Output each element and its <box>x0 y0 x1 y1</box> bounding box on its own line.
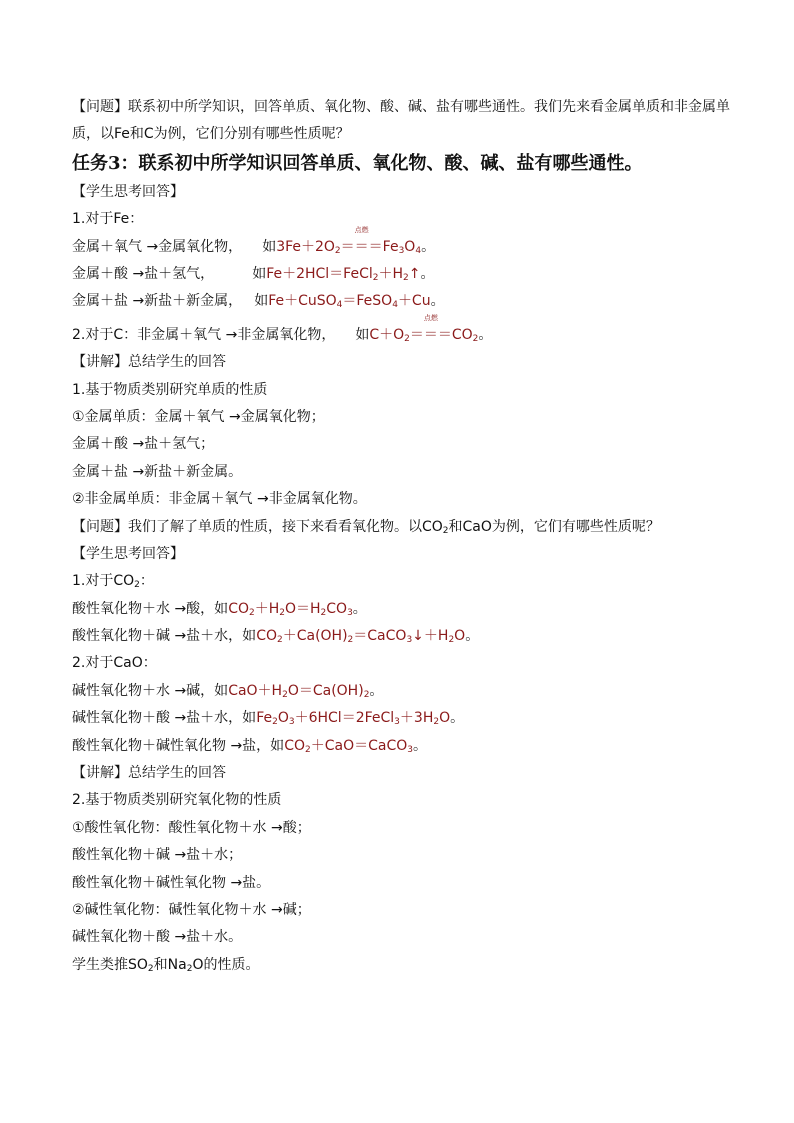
question-paragraph-1 <box>72 94 732 149</box>
cao-reaction-water: 碱性氧化物＋水 →碱，如$CaO+H_2O=Ca(OH)_2$。 <box>72 682 384 700</box>
fe-reaction-oxygen: 金属＋氧气 →金属氧化物， 如$3Fe+2O_2$ 点燃 $===Fe_3O_4$。 <box>72 225 436 256</box>
question-text: 联系初中所学知识，回答单质、氧化物、酸、碱、盐有哪些通性。我们先来看金属单质和非金属单质，以Fe和C为例，它们分别有哪些性质呢？ <box>72 99 730 143</box>
formula: $CO_2+CaO=CaCO_3$ <box>284 737 413 755</box>
question-paragraph-2: 【问题】我们了解了单质的性质，接下来看看氧化物。以$CO_2$和CaO为例，它们有哪些性质呢？ <box>72 518 660 536</box>
fe-reaction-acid: 金属＋酸 →盐＋氢气， 如$Fe+2HCl=FeCl_2+H_2↑$。 <box>72 265 435 283</box>
co2-reaction-water: 酸性氧化物＋水 →酸，如$CO_2+H_2O=H_2CO_3$。 <box>72 600 367 618</box>
formula: $Fe_2O_3+6HCl=2FeCl_3+3H_2O$ <box>256 710 451 728</box>
oxide-reaction-oxide: 酸性氧化物＋碱性氧化物 →盐，如$CO_2+CaO=CaCO_3$。 <box>72 737 427 755</box>
student-think-label: 【学生思考回答】 <box>72 183 184 200</box>
student-think-label-2: 【学生思考回答】 <box>72 545 184 562</box>
lecture-1-line-1: 1.基于物质类别研究单质的性质 <box>72 381 268 398</box>
cao-reaction-acid: 碱性氧化物＋酸 →盐＋水，如$Fe_2O_3+6HCl=2FeCl_3+3H_2O$。 <box>72 710 465 728</box>
fe-reaction-salt: 金属＋盐 →新盐＋新金属， 如Fe＋CuSO$_4$＝FeSO$_4$＋Cu。 <box>72 293 445 311</box>
cao-heading: 2.对于CaO： <box>72 655 157 672</box>
formula: $CO_2+Ca(OH)_2=CaCO_3↓+H_2O$ <box>256 628 466 646</box>
lecture-1-line-5: ②非金属单质：非金属＋氧气 →非金属氧化物。 <box>72 491 367 508</box>
lecture-2-line-3: 酸性氧化物＋碱 →盐＋水； <box>72 847 243 864</box>
formula: $CaO+H_2O=Ca(OH)_2$ <box>228 682 370 700</box>
task-title: 任务3：联系初中所学知识回答单质、氧化物、酸、碱、盐有哪些通性。 <box>72 152 643 174</box>
formula: $3Fe+2O_2$ 点燃 $===Fe_3O_4$ <box>276 225 422 256</box>
lecture-2-line-6: 碱性氧化物＋酸 →盐＋水。 <box>72 929 243 946</box>
c-reaction: 2.对于C：非金属＋氧气 →非金属氧化物， 如$C+O_2$ 点燃 $===CO_2$。 <box>72 313 493 344</box>
lecture-2-line-1: 2.基于物质类别研究氧化物的性质 <box>72 792 282 809</box>
lecture-2-line-5: ②碱性氧化物：碱性氧化物＋水 →碱； <box>72 901 311 918</box>
fe-heading: 1.对于Fe： <box>72 211 144 228</box>
condition-label: 点燃 <box>354 225 369 234</box>
question-label: 【问题】 <box>72 99 128 115</box>
formula: $CO_2+H_2O=H_2CO_3$ <box>228 600 353 618</box>
lecture-2-line-2: ①酸性氧化物：酸性氧化物＋水 →酸； <box>72 819 311 836</box>
lecture-1-line-3: 金属＋酸 →盐＋氢气； <box>72 436 215 453</box>
document-page <box>72 94 732 979</box>
condition-label: 点燃 <box>423 313 438 322</box>
formula: $C+O_2$ 点燃 $===CO_2$ <box>369 313 479 344</box>
formula: $Fe+2HCl=FeCl_2+H_2↑$ <box>266 265 421 283</box>
co2-heading: 1.对于$CO_2$： <box>72 573 154 591</box>
lecture-1-line-4: 金属＋盐 →新盐＋新金属。 <box>72 463 243 480</box>
lecture-label-1: 【讲解】总结学生的回答 <box>72 354 226 371</box>
co2-reaction-base: 酸性氧化物＋碱 →盐＋水，如$CO_2+Ca(OH)_2=CaCO_3↓+H_2O$。 <box>72 628 480 646</box>
lecture-2-line-7: 学生类推$SO_2$和$Na_2O$的性质。 <box>72 956 260 974</box>
lecture-label-2: 【讲解】总结学生的回答 <box>72 765 226 782</box>
formula: Fe＋CuSO$_4$＝FeSO$_4$＋Cu <box>268 293 431 311</box>
lecture-2-line-4: 酸性氧化物＋碱性氧化物 →盐。 <box>72 874 271 891</box>
lecture-1-line-2: ①金属单质：金属＋氧气 →金属氧化物； <box>72 408 325 425</box>
